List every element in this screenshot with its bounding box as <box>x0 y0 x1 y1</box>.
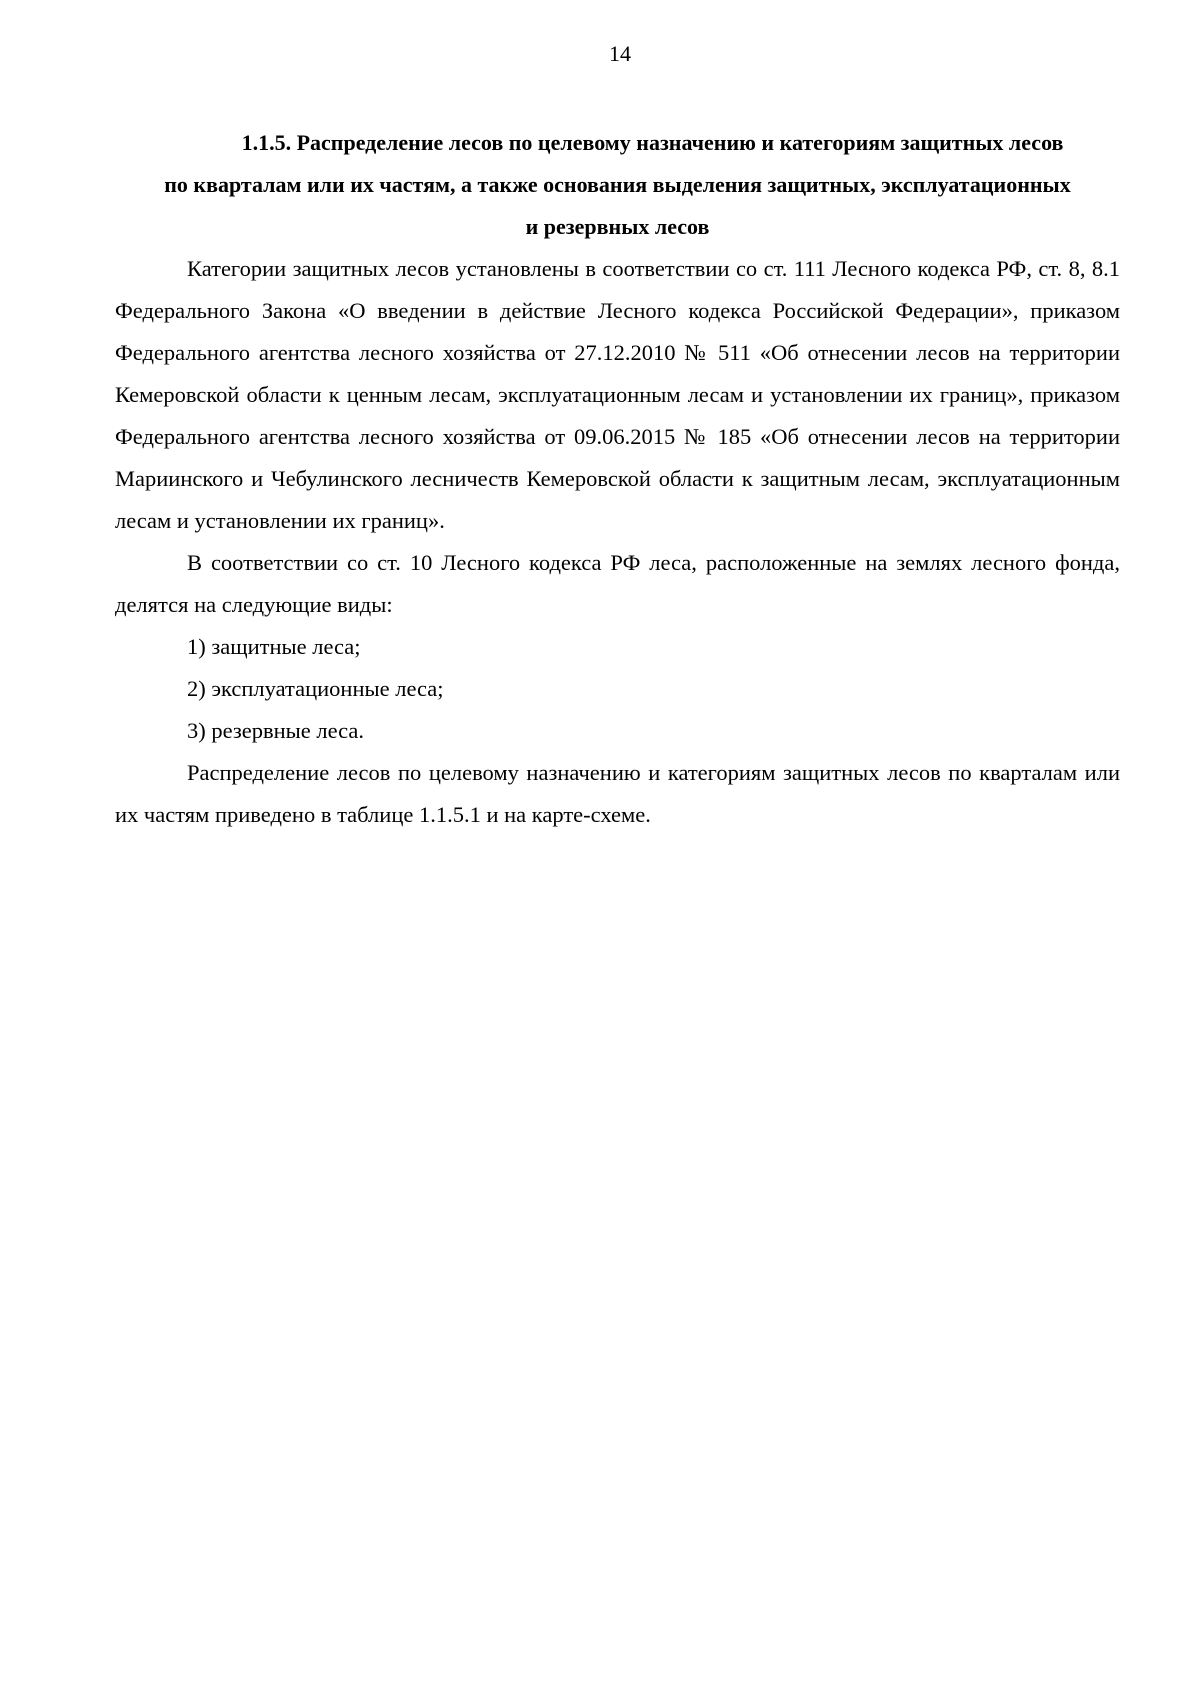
paragraph-protective-forest-categories: Категории защитных лесов установлены в соответствии со ст. 111 Лесного кодекса РФ, ст. 8, 8.1 Федерального Закона «О введении в действие Лесного кодекса Российской Федерации», приказом Федерального агентства лесного хозяйства от 27.12.2010 № 511 «Об отнесении лесов на территории Кемеровской области к ценным лесам, эксплуатационным лесам и установлении их границ», приказом Федерального агентства лесного хозяйства от 09.06.2015 № 185 «Об отнесении лесов на территории Мариинского и Чебулинского лесничеств Кемеровской области к защитным лесам, эксплуатационным лесам и установлении их границ». <box>115 256 1120 533</box>
section-heading-line-1: 1.1.5. Распределение лесов по целевому назначению и категориям защитных лесов <box>241 130 1064 155</box>
list-item-reserve-forests: 3) резервные леса. <box>187 718 365 743</box>
list-item-exploitation-forests: 2) эксплуатационные леса; <box>187 676 444 701</box>
section-heading-line-2: по кварталам или их частям, а также основания выделения защитных, эксплуатационных <box>164 172 1071 197</box>
paragraph-forest-types-intro: В соответствии со ст. 10 Лесного кодекса РФ леса, расположенные на землях лесного фонда, делятся на следующие виды: <box>115 550 1120 617</box>
section-heading-line-3: и резервных лесов <box>525 214 710 239</box>
list-item-protective-forests: 1) защитные леса; <box>187 634 361 659</box>
page-number: 14 <box>609 41 631 66</box>
paragraph-distribution-reference: Распределение лесов по целевому назначению и категориям защитных лесов по кварталам или их частям приведено в таблице 1.1.5.1 и на карте-схеме. <box>115 760 1120 827</box>
page-content <box>115 122 1120 836</box>
section-heading <box>115 122 1120 248</box>
